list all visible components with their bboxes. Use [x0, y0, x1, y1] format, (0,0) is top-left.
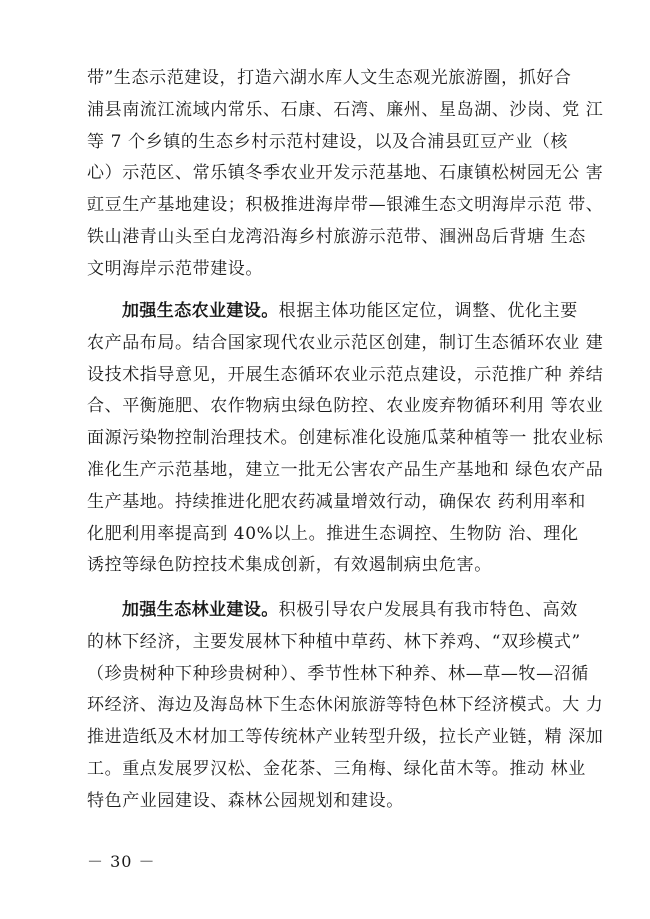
text-line: 等 7 个乡镇的生态乡村示范村建设，以及合浦县豇豆产业（核	[87, 131, 569, 152]
text-line: 文明海岸示范带建设。	[87, 258, 263, 279]
text-line: 农产品布局。结合国家现代农业示范区创建，制订生态循环农业 建	[87, 332, 604, 353]
text-line: 环经济、海边及海岛林下生态休闲旅游等特色林下经济模式。大 力	[87, 695, 604, 716]
text-line: 特色产业园建设、森林公园规划和建设。	[87, 790, 404, 811]
paragraph-heading: 加强生态农业建设。	[122, 301, 279, 321]
text-line: 工。重点发展罗汉松、金花茶、三角梅、绿化苗木等。推动 林业	[87, 758, 586, 779]
text-line: 铁山港青山头至白龙湾沿海乡村旅游示范带、涠洲岛后背塘 生态	[87, 226, 586, 247]
text-line: 心）示范区、常乐镇冬季农业开发示范基地、石康镇松树园无公 害	[87, 163, 604, 184]
paragraph-eco-forestry	[87, 595, 604, 818]
text-line: 豇豆生产基地建设；积极推进海岸带—银滩生态文明海岸示范 带、	[87, 195, 604, 216]
text-line-body: 根据主体功能区定位，调整、优化主要	[278, 301, 578, 321]
text-line	[87, 595, 587, 627]
text-line: 设技术指导意见，开展生态循环农业示范点建设，示范推广种 养结	[87, 364, 604, 385]
text-line: 推进造纸及木材加工等传统林产业转型升级，拉长产业链，精 深加	[87, 727, 604, 748]
text-line: 准化生产示范基地，建立一批无公害农产品生产基地和 绿色农产品	[87, 459, 604, 480]
text-line-body: 积极引导农户发展具有我市特色、高效	[278, 600, 578, 620]
paragraph-eco-demo-zones	[87, 63, 604, 286]
text-line: 带”生态示范建设，打造六湖水库人文生态观光旅游圈，抓好合	[87, 68, 572, 88]
text-line: （珍贵树种下种珍贵树种）、季节性林下种养、林—草—牧—沼循	[87, 663, 589, 684]
paragraph-heading: 加强生态林业建设。	[122, 600, 279, 620]
text-line: 生产基地。持续推进化肥农药减量增效行动，确保农 药利用率和	[87, 491, 586, 512]
page-number: － 30 －	[87, 852, 156, 871]
text-line: 的林下经济，主要发展林下种植中草药、林下养鸡、“双珍模式”	[87, 631, 581, 652]
text-line: 面源污染物控制治理技术。创建标准化设施瓜菜种植等一 批农业标	[87, 428, 604, 449]
text-line: 化肥利用率提高到 40%以上。推进生态调控、生物防 治、理化	[87, 523, 579, 544]
text-line: 诱控等绿色防控技术集成创新，有效遏制病虫危害。	[87, 555, 492, 576]
paragraph-eco-agriculture	[87, 296, 604, 582]
text-line: 合、平衡施肥、农作物病虫绿色防控、农业废弃物循环利用 等农业	[87, 396, 604, 417]
text-line	[87, 296, 587, 328]
text-line: 浦县南流江流域内常乐、石康、石湾、廉州、星岛湖、沙岗、党 江	[87, 99, 604, 120]
